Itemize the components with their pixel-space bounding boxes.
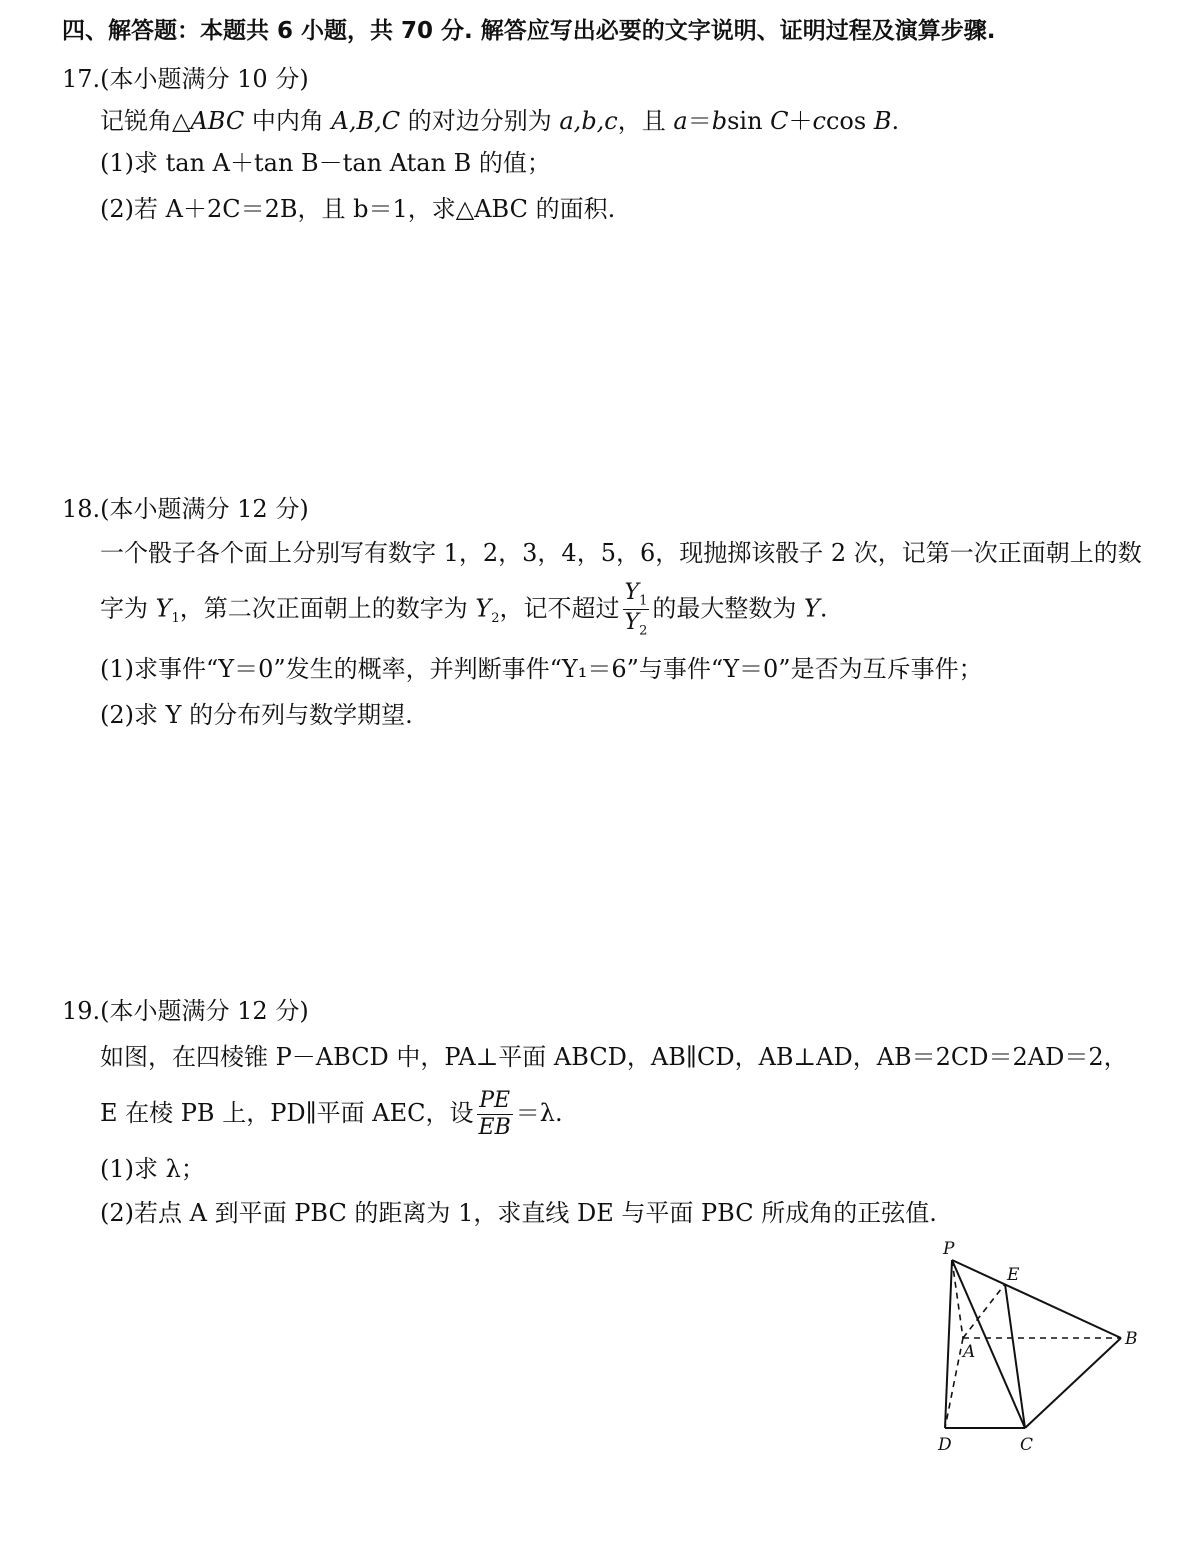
q19-fraction bbox=[477, 1090, 513, 1139]
label-P: P bbox=[943, 1239, 955, 1259]
q17-stem-text: ＝ bbox=[687, 107, 712, 135]
q17-stem-var: ABC bbox=[190, 107, 245, 135]
q18-text: ，记不超过 bbox=[499, 594, 620, 623]
q19-text: ＝λ. bbox=[515, 1099, 563, 1127]
q18-frac-den-sub: 2 bbox=[639, 623, 648, 639]
q19-number: 19. bbox=[62, 997, 101, 1025]
label-D: D bbox=[938, 1435, 952, 1455]
q18-heading bbox=[62, 492, 309, 526]
q19-text: E 在棱 PB 上，PD∥平面 AEC，设 bbox=[100, 1099, 474, 1127]
q18-text: 的最大整数为 bbox=[652, 594, 804, 623]
q17-stem-var: a,b,c bbox=[559, 107, 618, 135]
q19-score: (本小题满分 12 分) bbox=[100, 997, 309, 1025]
q18-fraction bbox=[623, 582, 650, 638]
q17-stem-text: . bbox=[891, 107, 900, 135]
q18-text: ，第二次正面朝上的数字为 bbox=[179, 594, 476, 623]
q17-stem-var: a bbox=[673, 107, 688, 135]
q19-heading bbox=[62, 994, 309, 1028]
q17-number: 17. bbox=[62, 65, 101, 93]
q19-frac-den: EB bbox=[478, 1115, 511, 1140]
q17-stem bbox=[100, 104, 899, 138]
q17-part2: (2)若 A＋2C＝2B，且 b＝1，求△ABC 的面积. bbox=[100, 195, 616, 223]
q17-part1: (1)求 tan A＋tan B－tan Atan B 的值； bbox=[100, 149, 551, 177]
q17-score: (本小题满分 10 分) bbox=[100, 65, 309, 93]
label-B: B bbox=[1125, 1329, 1138, 1349]
q19-part1: (1)求 λ； bbox=[100, 1155, 205, 1183]
pyramid-figure bbox=[925, 1238, 1155, 1458]
q17-stem-var: C bbox=[770, 107, 789, 135]
q17-stem-var: A,B,C bbox=[331, 107, 401, 135]
q18-part1: (1)求事件“Y＝0”发生的概率，并判断事件“Y₁＝6”与事件“Y＝0”是否为互斥事件； bbox=[100, 655, 983, 683]
q17-stem-var: c bbox=[812, 107, 826, 135]
q18-frac-num-var: Y bbox=[624, 580, 640, 605]
edge-PB bbox=[952, 1260, 1121, 1338]
label-E: E bbox=[1007, 1265, 1020, 1285]
q17-stem-text: ，且 bbox=[617, 107, 674, 135]
edge-CB bbox=[1025, 1338, 1121, 1428]
q18-var: Y bbox=[155, 594, 172, 623]
q18-score: (本小题满分 12 分) bbox=[100, 495, 309, 523]
q17-stem-text: 中内角 bbox=[244, 107, 332, 135]
q18-text: . bbox=[819, 594, 828, 623]
q17-stem-var: B bbox=[873, 107, 892, 135]
label-C: C bbox=[1020, 1435, 1034, 1455]
q19-part2: (2)若点 A 到平面 PBC 的距离为 1，求直线 DE 与平面 PBC 所成角的正弦值. bbox=[100, 1199, 937, 1227]
edge-AE bbox=[963, 1284, 1005, 1338]
q18-subscript: 2 bbox=[491, 611, 500, 627]
q18-line1: 一个骰子各个面上分别写有数字 1，2，3，4，5，6，现抛掷该骰子 2 次，记第一次正面朝上的数 bbox=[100, 539, 1142, 567]
q18-subscript: 1 bbox=[171, 611, 180, 627]
q17-stem-text: sin bbox=[727, 107, 771, 135]
q18-frac-den-var: Y bbox=[624, 610, 640, 636]
q18-text: 字为 bbox=[100, 594, 156, 623]
q18-part2: (2)求 Y 的分布列与数学期望. bbox=[100, 701, 413, 729]
q17-stem-text: 记锐角△ bbox=[100, 107, 191, 135]
q17-stem-text: 的对边分别为 bbox=[400, 107, 560, 135]
q18-var: Y bbox=[803, 594, 820, 623]
q18-var: Y bbox=[475, 594, 492, 623]
q17-stem-text: cos bbox=[825, 107, 874, 135]
q19-line1: 如图，在四棱锥 P－ABCD 中，PA⊥平面 ABCD，AB∥CD，AB⊥AD，AB＝2CD＝2AD＝2， bbox=[100, 1043, 1128, 1071]
q17-heading bbox=[62, 62, 309, 96]
q19-line2 bbox=[100, 1088, 563, 1139]
q18-line2 bbox=[100, 582, 827, 644]
q18-number: 18. bbox=[62, 495, 101, 523]
edge-PD bbox=[945, 1260, 952, 1428]
q17-stem-var: b bbox=[711, 107, 728, 135]
q19-frac-num: PE bbox=[477, 1090, 513, 1115]
label-A: A bbox=[963, 1342, 976, 1362]
section-header: 四、解答题：本题共 6 小题，共 70 分. 解答应写出必要的文字说明、证明过程及演算步骤. bbox=[62, 18, 996, 44]
q18-frac-num-sub: 1 bbox=[639, 593, 648, 609]
q17-stem-text: ＋ bbox=[788, 107, 813, 135]
